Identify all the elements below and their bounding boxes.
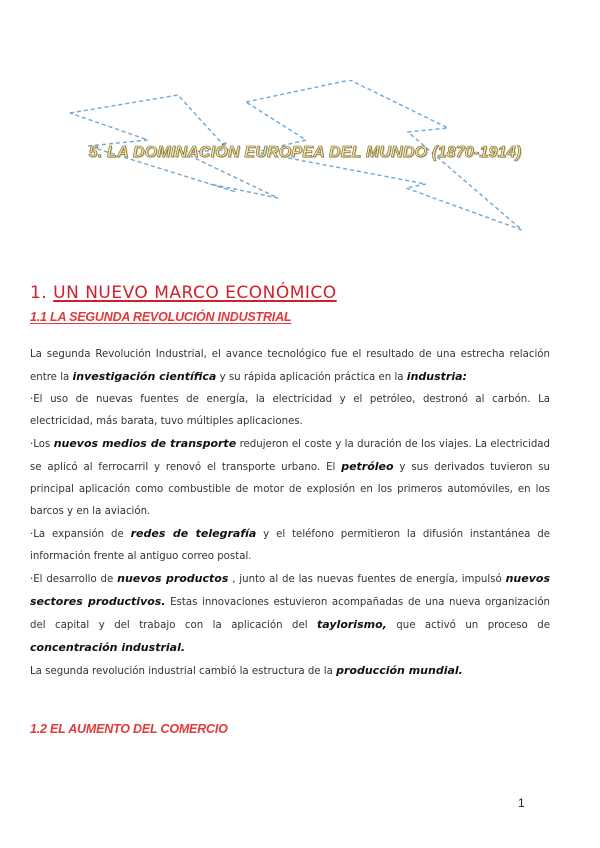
title-banner	[60, 80, 550, 250]
section-number: 1.	[30, 283, 48, 303]
lightning-bolt-decoration	[60, 80, 550, 250]
paragraph-products: ·El desarrollo de nuevos productos , junto al de las nuevas fuentes de energía, impulsó nuevos sectores productivos. Estas innovaciones estuvieron acompañadas de una nueva organización del capital y del trabajo con la aplicación del taylorismo, que activó un proceso de concentración industrial.	[30, 572, 551, 654]
section-title: UN NUEVO MARCO ECONÓMICO	[53, 283, 337, 303]
keyword: nuevos medios de transporte	[53, 437, 237, 450]
paragraph-conclusion: La segunda revolución industrial cambió la estructura de la producción mundial.	[30, 664, 463, 677]
keyword: petróleo	[341, 460, 394, 473]
keyword: nuevos sectores productivos.	[30, 572, 550, 608]
paragraph-transport: ·Los nuevos medios de transporte redujeron el coste y la duración de los viajes. La electricidad se aplicó al ferrocarril y renovó el transporte urbano. El petróleo y sus derivados tuvieron su principal aplicación como combustible de motor de explosión en los primeros automóviles, en los barcos y en la aviación.	[30, 437, 551, 517]
subsection-heading-1-1: 1.1 LA SEGUNDA REVOLUCIÓN INDUSTRIAL	[30, 310, 292, 324]
page-title: 5. LA DOMINACIÓN EUROPEA DEL MUNDO (1870-1914)	[88, 144, 522, 161]
page-number: 1	[518, 796, 525, 810]
paragraph-energy: ·El uso de nuevas fuentes de energía, la electricidad y el petróleo, destronó al carbón. La electricidad, más barata, tuvo múltiples aplicaciones.	[30, 394, 550, 427]
keyword: concentración industrial.	[30, 641, 186, 654]
body-text	[30, 344, 550, 683]
section-heading	[30, 283, 337, 303]
paragraph-telegraph: ·La expansión de redes de telegrafía y el teléfono permitieron la difusión instantánea de información frente al antiguo correo postal.	[30, 527, 550, 562]
keyword: industria:	[406, 370, 467, 383]
subsection-heading-1-2: 1.2 EL AUMENTO DEL COMERCIO	[30, 722, 228, 736]
keyword: nuevos productos	[117, 572, 229, 585]
keyword: taylorismo,	[317, 618, 387, 631]
keyword: investigación científica	[72, 370, 217, 383]
keyword: producción mundial.	[336, 664, 463, 677]
paragraph-intro: La segunda Revolución Industrial, el avance tecnológico fue el resultado de una estrecha relación entre la investigación científica y su rápida aplicación práctica en la industria:	[30, 349, 550, 383]
keyword: redes de telegrafía	[130, 527, 257, 540]
